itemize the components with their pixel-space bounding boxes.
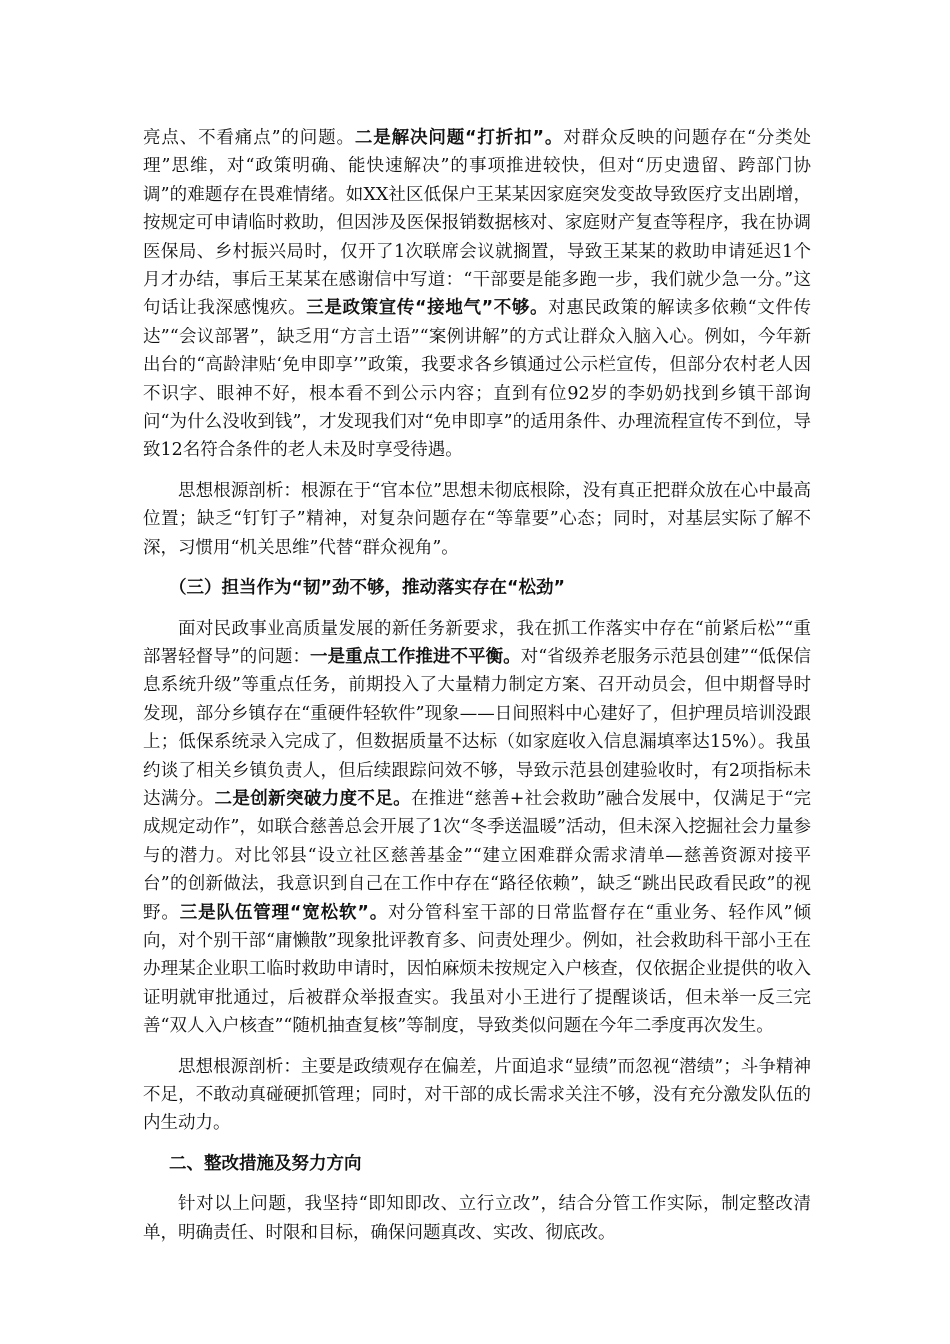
paragraph-text: 对“省级养老服务示范县创建”“低保信息系统升级”等重点任务，前期投入了大量精力制定方案、召开动员会，但中期督导时发现，部分乡镇存在“重硬件轻软件”现象——日间照料中心建好了，但护理员培训没跟上；低保系统录入完成了，但数据质量不达标（如家庭收入信息漏填率达15%）。我虽约谈了相关乡镇负责人，但后续跟踪问效不够，导致示范县创建验收时，有2项指标未达满分。 [143, 646, 812, 809]
paragraph-text: 面对民政事业高质量发展的新任务新要求，我在抓工作落实中存在“前紧后松”“重部署轻督导”的问题： [143, 618, 811, 667]
point-heading-key-work: 一是重点工作推进不平衡。 [310, 646, 521, 667]
section-heading-3: （三）担当作为“韧”劲不够，推动落实存在“松劲” [169, 578, 566, 599]
point-heading-team-management: 三是队伍管理“宽松软”。 [179, 902, 389, 923]
paragraph-text: 亮点、不看痛点”的问题。 [143, 128, 355, 148]
section-heading-2: 二、整改措施及努力方向 [169, 1153, 362, 1174]
paragraph-text: 在推进“慈善+社会救助”融合发展中，仅满足于“完成规定动作”，如联合慈善总会开展了1次“冬季送温暖”活动，但未深入挖掘社会力量参与的潜力。对比邻县“设立社区慈善基金”“建立困难群众需求清单—慈善资源对接平台”的创新做法，我意识到自己在工作中存在“路径依赖”，缺乏“跳出民政看民政”的视野。 [143, 788, 812, 923]
paragraph-text: 对分管科室干部的日常监督存在“重业务、轻作风”倾向，对个别干部“庸懒散”现象批评教育多、问责处理少。例如，社会救助科干部小王在办理某企业职工临时救助申请时，因怕麻烦未按规定入户核查，仅依据企业提供的收入证明就审批通过，后被群众举报查实。我虽对小王进行了提醒谈话，但未举一反三完善“双人入户核查”“随机抽查复核”等制度，导致类似问题在今年二季度再次发生。 [143, 902, 811, 1037]
paragraph-text: 对群众反映的问题存在“分类处理”思维，对“政策明确、能快速解决”的事项推进较快，但对“历史遗留、跨部门协调”的难题存在畏难情绪。如XX社区低保户王某某因家庭突发变故导致医疗支出剧增，按规定可申请临时救助，但因涉及医保报销数据核对、家庭财产复查等程序，我在协调医保局、乡村振兴局时，仅开了1次联席会议就搁置，导致王某某的救助申请延迟1个月才办结，事后王某某在感谢信中写道：“干部要是能多跑一步，我们就少急一分。”这句话让我深感愧疚。 [143, 128, 811, 319]
paragraph-root-cause-2: 思想根源剖析：根源在于“官本位”思想未彻底根除，没有真正把群众放在心中最高位置；缺乏“钉钉子”精神，对复杂问题存在“等靠要”心态；同时，对基层实际了解不深，习惯用“机关思维”代替“群众视角”。 [143, 480, 811, 558]
point-heading-problem-solving: 二是解决问题“打折扣”。 [354, 128, 564, 148]
paragraph-implementation-issues [143, 615, 811, 1041]
paragraph-text: 对惠民政策的解读多依赖“文件传达”“会议部署”，缺乏用“方言土语”“案例讲解”的方式让群众入脑入心。例如，今年新出台的“高龄津贴‘免申即享’”政策，我要求各乡镇通过公示栏宣传，但部分农村老人因不识字、眼神不好，根本看不到公示内容；直到有位92岁的李奶奶找到乡镇干部询问“为什么没收到钱”，才发现我们对“免申即享”的适用条件、办理流程宣传不到位，导致12名符合条件的老人未及时享受待遇。 [143, 298, 811, 461]
paragraph-rectification-intro: 针对以上问题，我坚持“即知即改、立行立改”，结合分管工作实际，制定整改清单，明确责任、时限和目标，确保问题真改、实改、彻底改。 [143, 1194, 811, 1243]
point-heading-policy-promotion: 三是政策宣传“接地气”不够。 [306, 298, 549, 319]
paragraph-service-issues [143, 124, 811, 465]
paragraph-root-cause-3: 思想根源剖析：主要是政绩观存在偏差，片面追求“显绩”而忽视“潜绩”；斗争精神不足，不敢动真碰硬抓管理；同时，对干部的成长需求关注不够，没有充分激发队伍的内生动力。 [143, 1056, 811, 1134]
document-body [143, 124, 811, 1259]
point-heading-innovation: 二是创新突破力度不足。 [214, 788, 412, 809]
